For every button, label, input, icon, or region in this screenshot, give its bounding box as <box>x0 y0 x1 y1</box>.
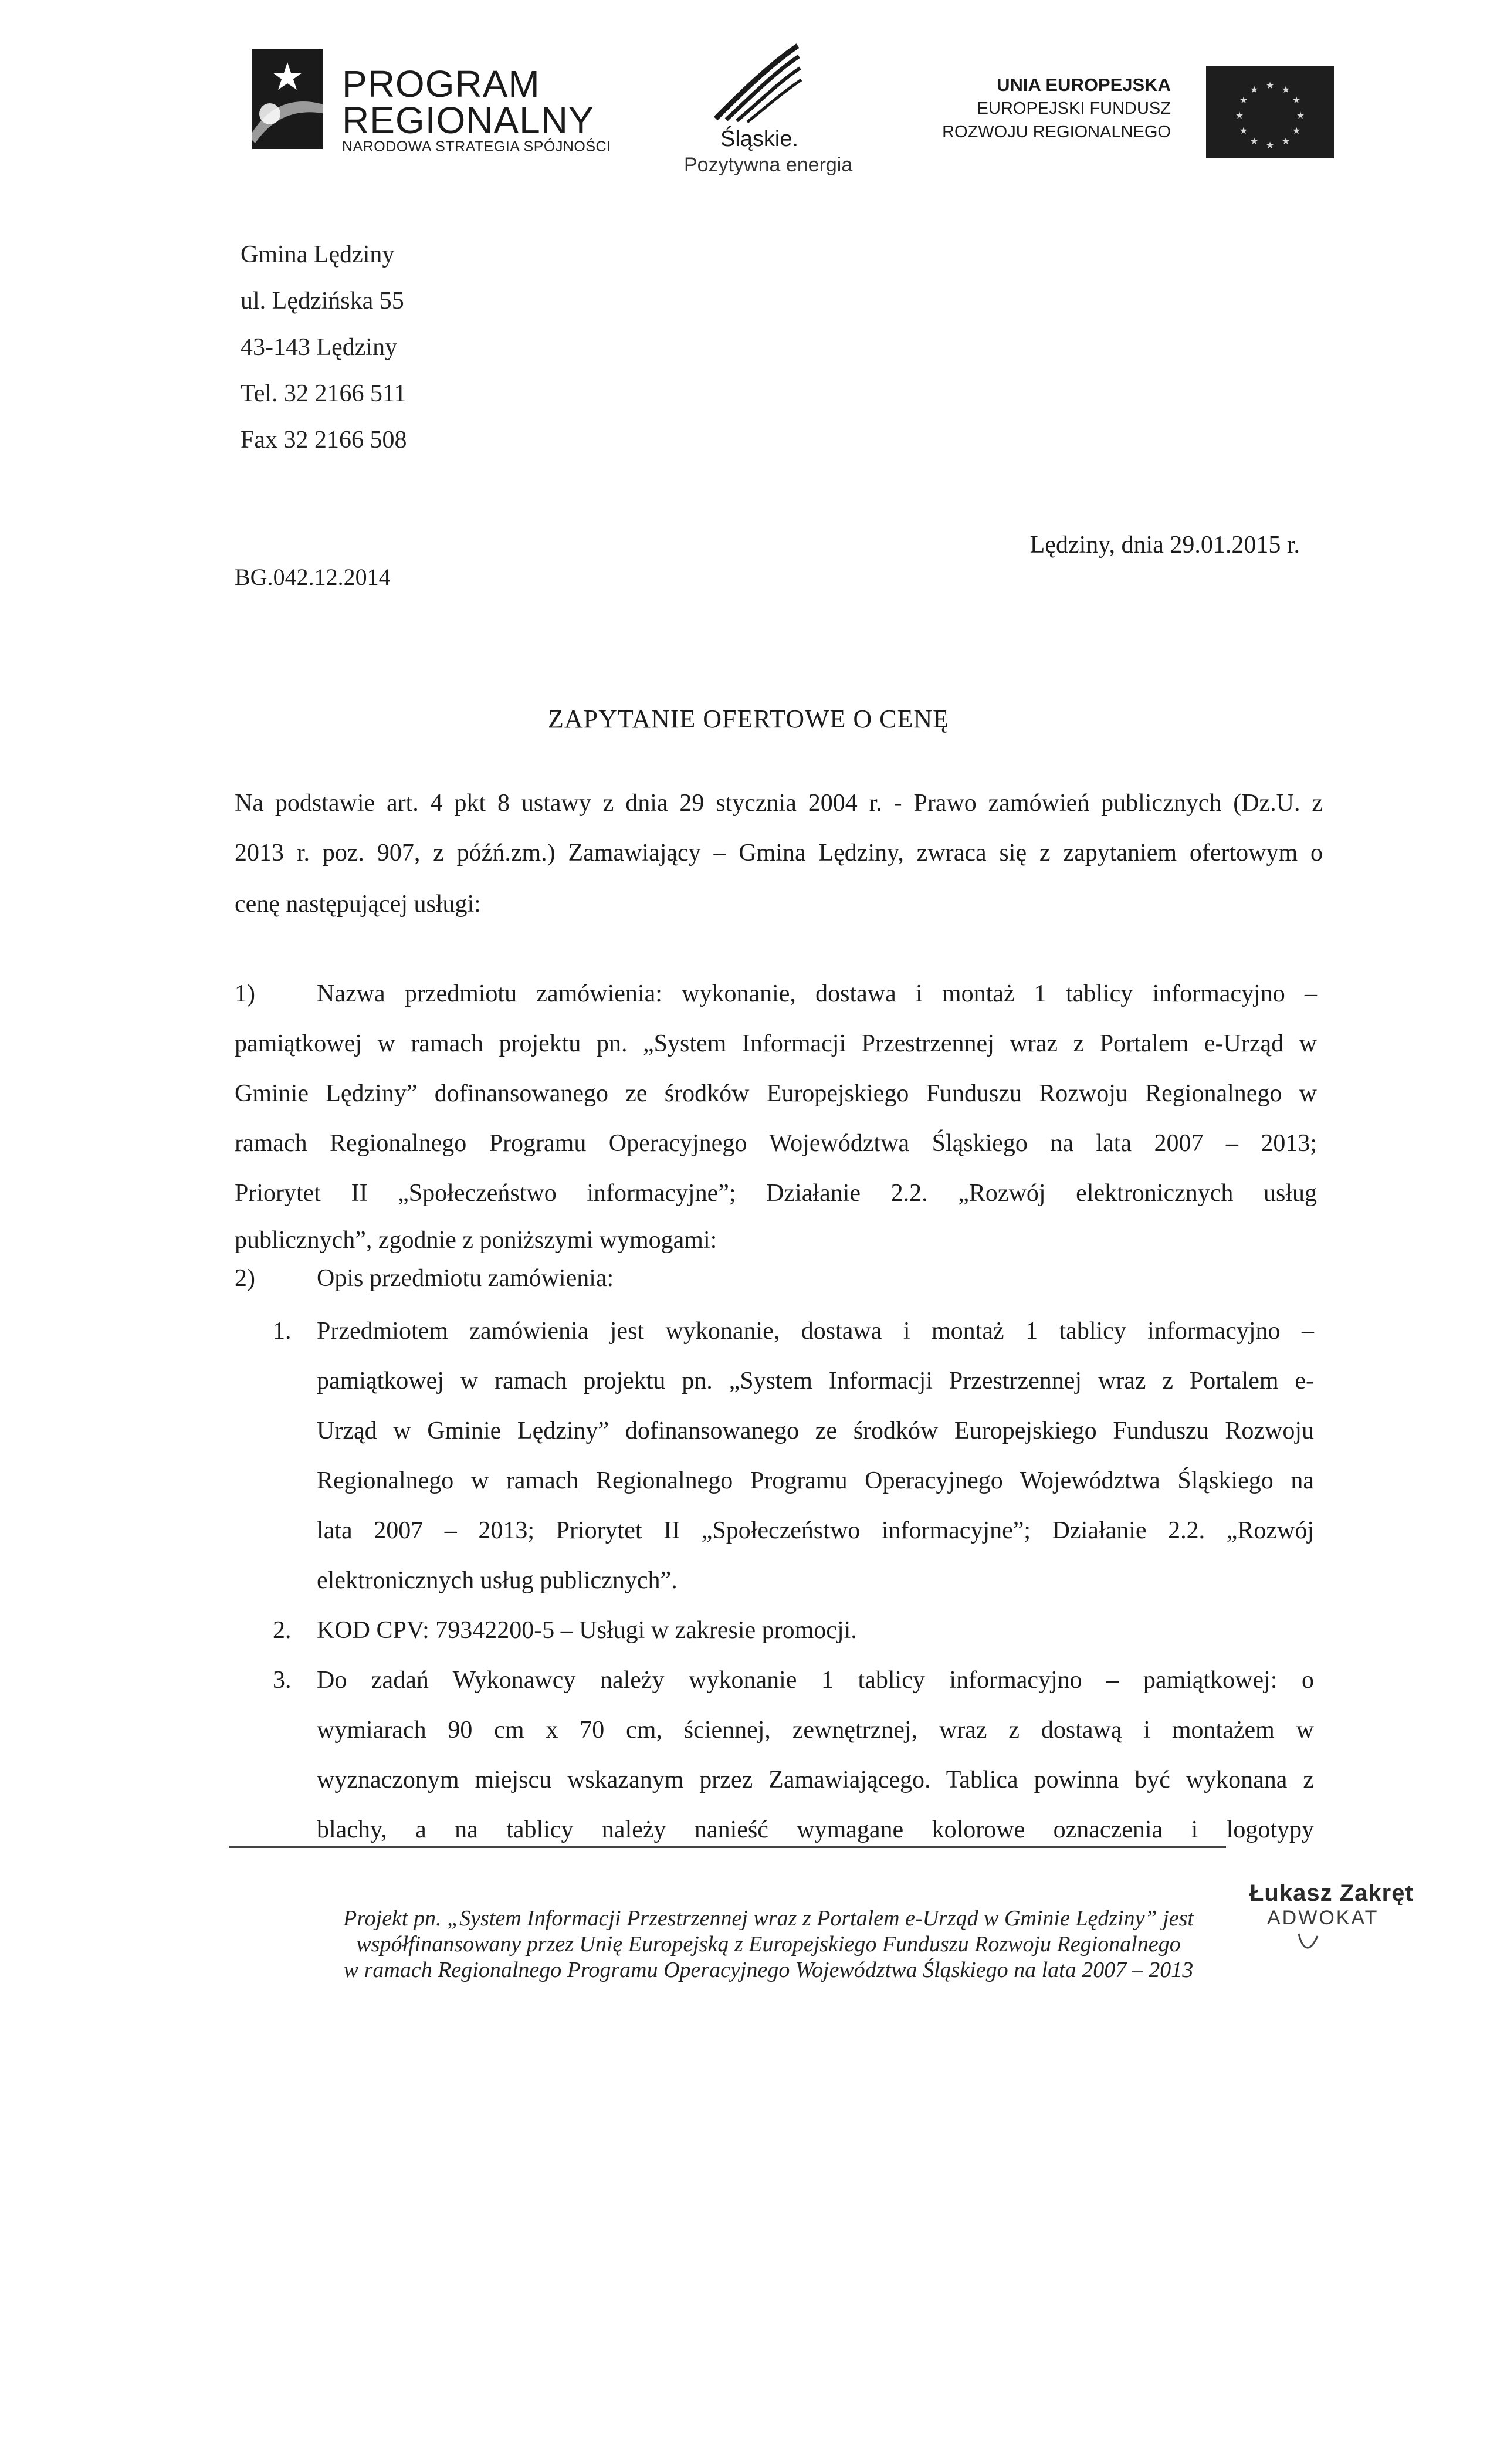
intro-line: Na podstawie art. 4 pkt 8 ustawy z dnia 29 stycznia 2004 r. - Prawo zamówień publicznych (Dz.U. z <box>235 790 1323 817</box>
item-3-line: wyznaczonym miejscu wskazanym przez Zamawiającego. Tablica powinna być wykonana z <box>317 1766 1314 1793</box>
slaskie-tagline: Pozytywna energia <box>684 154 853 176</box>
footer-divider <box>229 1846 1226 1848</box>
section-1-line: pamiątkowej w ramach projektu pn. „System Informacji Przestrzennej wraz z Portalem e-Urząd w <box>235 1030 1317 1057</box>
section-1-number: 1) <box>235 980 255 1007</box>
section-2-heading: Opis przedmiotu zamówienia: <box>317 1265 614 1292</box>
sender-address <box>241 232 407 463</box>
item-1-line: elektronicznych usług publicznych”. <box>317 1567 678 1594</box>
svg-text:★: ★ <box>1296 110 1305 121</box>
section-1-line: Priorytet II „Społeczeństwo informacyjne”; Działanie 2.2. „Rozwój elektronicznych usług <box>235 1180 1317 1207</box>
item-3-line: blachy, a na tablicy należy nanieść wymagane kolorowe oznaczenia i logotypy <box>317 1816 1314 1843</box>
section-1-line: publicznych”, zgodnie z poniższymi wymogami: <box>235 1227 717 1254</box>
svg-text:★: ★ <box>1239 94 1248 106</box>
sender-phone: Tel. 32 2166 511 <box>241 380 407 407</box>
svg-text:★: ★ <box>1239 125 1248 136</box>
sender-name: Gmina Lędziny <box>241 241 395 268</box>
project-footer: Projekt pn. „System Informacji Przestrzennej wraz z Portalem e-Urząd w Gminie Lędziny” jest współfinansowany przez Unię Europejską z Europejskiego Funduszu Rozwoju Regionalnego w ramach Regionalnego Programu Operacyjnego Województwa Śląskiego na lata 2007 – 2013 <box>343 1906 1194 1982</box>
slaskie-logo-icon <box>704 42 804 124</box>
item-3-line: wymiarach 90 cm x 70 cm, ściennej, zewnętrznej, wraz z dostawą i montażem w <box>317 1717 1314 1744</box>
slaskie-name: Śląskie. <box>720 127 799 151</box>
item-1-line: Przedmiotem zamówienia jest wykonanie, dostawa i montaż 1 tablicy informacyjno – <box>317 1318 1314 1345</box>
svg-text:★: ★ <box>1292 125 1301 136</box>
reference-number: BG.042.12.2014 <box>235 564 391 590</box>
stamp-title: ADWOKAT <box>1267 1907 1379 1929</box>
document-date: Lędziny, dnia 29.01.2015 r. <box>1029 532 1300 559</box>
item-1-line: Regionalnego w ramach Regionalnego Programu Operacyjnego Województwa Śląskiego na <box>317 1467 1314 1494</box>
section-1-line: Nazwa przedmiotu zamówienia: wykonanie, dostawa i montaż 1 tablicy informacyjno – <box>317 980 1317 1007</box>
program-regionalny-logo-icon <box>252 49 323 149</box>
section-1-line: Gminie Lędziny” dofinansowanego ze środków Europejskiego Funduszu Rozwoju Regionalnego w <box>235 1080 1317 1107</box>
svg-text:★: ★ <box>1265 140 1275 151</box>
section-1-line: ramach Regionalnego Programu Operacyjnego Województwa Śląskiego na lata 2007 – 2013; <box>235 1130 1317 1157</box>
item-1-line: Urząd w Gminie Lędziny” dofinansowanego ze środków Europejskiego Funduszu Rozwoju <box>317 1417 1314 1444</box>
svg-text:★: ★ <box>1235 110 1244 121</box>
signature-mark-icon <box>1296 1931 1320 1957</box>
intro-line: cenę następującej usługi: <box>235 891 481 918</box>
svg-text:★: ★ <box>1249 136 1259 147</box>
item-1-line: lata 2007 – 2013; Priorytet II „Społeczeństwo informacyjne”; Działanie 2.2. „Rozwój <box>317 1517 1314 1544</box>
sender-city: 43-143 Lędziny <box>241 334 398 361</box>
item-1-line: pamiątkowej w ramach projektu pn. „System Informacji Przestrzennej wraz z Portalem e- <box>317 1368 1314 1395</box>
document-title: ZAPYTANIE OFERTOWE O CENĘ <box>547 705 950 733</box>
intro-line: 2013 r. poz. 907, z późń.zm.) Zamawiający – Gmina Lędziny, zwraca się z zapytaniem ofertowym o <box>235 840 1323 867</box>
program-regionalny-title: PROGRAM REGIONALNY <box>342 63 594 141</box>
svg-text:★: ★ <box>1292 94 1301 106</box>
sender-street: ul. Lędzińska 55 <box>241 287 404 314</box>
section-2-number: 2) <box>235 1265 255 1292</box>
item-1-number: 1. <box>273 1318 292 1345</box>
svg-text:★: ★ <box>1265 80 1275 91</box>
sender-fax: Fax 32 2166 508 <box>241 427 407 453</box>
stamp-name: Łukasz Zakręt <box>1249 1880 1414 1906</box>
eu-flag-icon <box>1206 66 1334 158</box>
eu-fund-text: UNIA EUROPEJSKA EUROPEJSKI FUNDUSZ ROZWOJU REGIONALNEGO <box>942 75 1171 141</box>
svg-text:★: ★ <box>1281 84 1291 95</box>
item-2-line: KOD CPV: 79342200-5 – Usługi w zakresie promocji. <box>317 1617 857 1644</box>
item-3-number: 3. <box>273 1667 292 1694</box>
item-2-number: 2. <box>273 1617 292 1644</box>
item-3-line: Do zadań Wykonawcy należy wykonanie 1 tablicy informacyjno – pamiątkowej: o <box>317 1667 1314 1694</box>
svg-text:★: ★ <box>1281 136 1291 147</box>
svg-text:★: ★ <box>1249 84 1259 95</box>
program-regionalny-subtitle: NARODOWA STRATEGIA SPÓJNOŚCI <box>342 138 611 155</box>
